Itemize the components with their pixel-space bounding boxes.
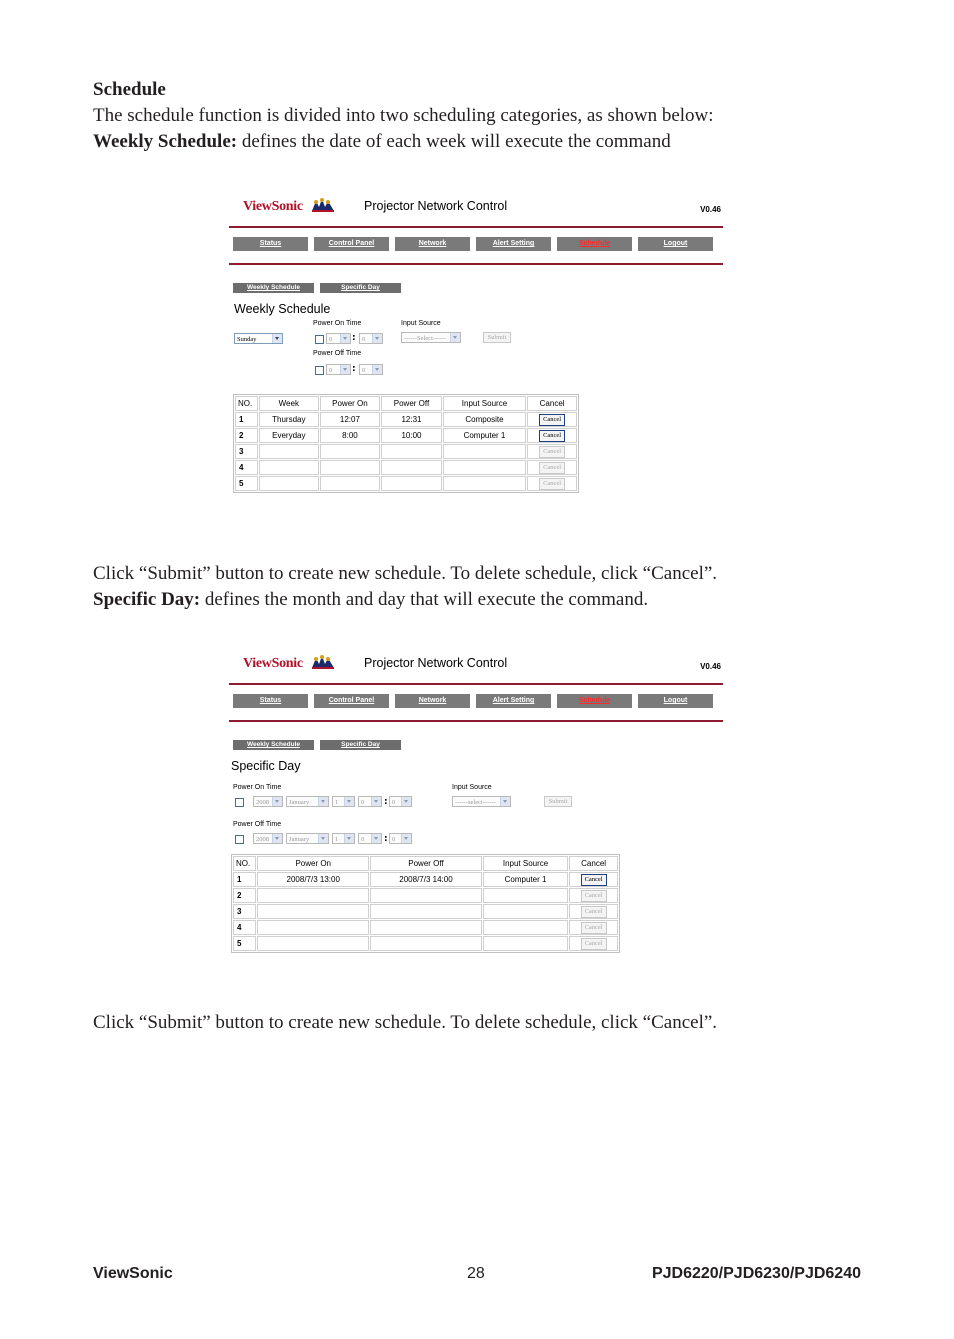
chevron-down-icon bbox=[272, 797, 282, 806]
schedule-subtabs bbox=[233, 283, 401, 293]
table-row bbox=[235, 412, 577, 427]
row-cancel-cell bbox=[569, 936, 618, 951]
row-cancel-cell bbox=[527, 476, 577, 491]
nav-rule bbox=[229, 263, 723, 265]
power-on-hour-select[interactable] bbox=[326, 333, 351, 344]
power-off-hour-value: 0 bbox=[329, 367, 333, 374]
row-power-off: 2008/7/3 14:00 bbox=[370, 872, 482, 887]
table-row bbox=[235, 460, 577, 475]
cancel-button[interactable]: Cancel bbox=[581, 922, 607, 934]
input-source-select[interactable] bbox=[452, 796, 511, 807]
schedule-subtabs bbox=[233, 740, 401, 750]
row-no: 4 bbox=[233, 920, 256, 935]
specific-day-screenshot bbox=[229, 652, 727, 960]
section-heading: Schedule bbox=[93, 79, 166, 100]
chevron-down-icon bbox=[272, 834, 282, 843]
row-power-on bbox=[320, 460, 381, 475]
col-power-on: Power On bbox=[320, 396, 381, 411]
table-row bbox=[233, 920, 618, 935]
table-row bbox=[233, 936, 618, 951]
power-off-minute-value: 0 bbox=[392, 836, 396, 843]
row-power-off bbox=[370, 936, 482, 951]
version-label: V0.46 bbox=[700, 205, 721, 214]
row-cancel-cell bbox=[569, 904, 618, 919]
col-power-off: Power Off bbox=[381, 396, 442, 411]
brand-logo: ViewSonic bbox=[243, 199, 303, 214]
weekly-term: Weekly Schedule: bbox=[93, 131, 238, 152]
nav-network[interactable]: Network bbox=[395, 694, 470, 708]
submit-button[interactable]: Submit bbox=[483, 332, 511, 343]
power-off-hour-value: 0 bbox=[361, 836, 365, 843]
time-colon: : bbox=[384, 797, 388, 807]
row-no: 1 bbox=[233, 872, 256, 887]
row-power-off bbox=[381, 476, 442, 491]
power-off-year-value: 2008 bbox=[256, 836, 269, 843]
row-input-source bbox=[483, 904, 568, 919]
header-rule bbox=[229, 226, 723, 228]
nav-status[interactable]: Status bbox=[233, 237, 308, 251]
row-cancel-cell bbox=[569, 872, 618, 887]
power-on-hour-select[interactable] bbox=[358, 796, 382, 807]
power-off-month-value: January bbox=[289, 836, 310, 843]
power-on-minute-value: 0 bbox=[392, 799, 396, 806]
specific-definition bbox=[93, 587, 648, 613]
row-no: 3 bbox=[233, 904, 256, 919]
row-no: 2 bbox=[235, 428, 258, 443]
table-row bbox=[235, 476, 577, 491]
row-no: 2 bbox=[233, 888, 256, 903]
power-on-minute-select[interactable] bbox=[359, 333, 383, 344]
tab-weekly-schedule[interactable]: Weekly Schedule bbox=[233, 740, 314, 750]
chevron-down-icon bbox=[318, 797, 328, 806]
power-off-minute-select[interactable] bbox=[389, 833, 412, 844]
row-power-on: 12:07 bbox=[320, 412, 381, 427]
row-power-off bbox=[370, 904, 482, 919]
table-row bbox=[233, 904, 618, 919]
tab-specific-day[interactable]: Specific Day bbox=[320, 283, 401, 293]
row-week bbox=[259, 444, 319, 459]
nav-alert-setting[interactable]: Alert Setting bbox=[476, 694, 551, 708]
row-input-source bbox=[483, 936, 568, 951]
nav-schedule[interactable]: Schedule bbox=[557, 237, 632, 251]
birds-logo-icon bbox=[311, 197, 335, 213]
row-power-on bbox=[257, 904, 369, 919]
power-on-minute-select[interactable] bbox=[389, 796, 412, 807]
power-off-day-value: 1 bbox=[335, 836, 339, 843]
time-colon: : bbox=[352, 364, 356, 374]
nav-control-panel[interactable]: Control Panel bbox=[314, 694, 389, 708]
version-label: V0.46 bbox=[700, 662, 721, 671]
row-input-source bbox=[443, 476, 526, 491]
row-cancel-cell bbox=[569, 888, 618, 903]
chevron-down-icon bbox=[401, 797, 411, 806]
power-off-month-select[interactable] bbox=[286, 833, 329, 844]
power-on-day-value: 1 bbox=[335, 799, 339, 806]
nav-logout[interactable]: Logout bbox=[638, 237, 713, 251]
footer-models: PJD6220/PJD6230/PJD6240 bbox=[651, 1265, 861, 1282]
cancel-button[interactable]: Cancel bbox=[581, 906, 607, 918]
cancel-button[interactable]: Cancel bbox=[539, 446, 565, 458]
power-on-hour-value: 0 bbox=[329, 336, 333, 343]
row-cancel-cell bbox=[569, 920, 618, 935]
power-on-minute-value: 0 bbox=[362, 336, 366, 343]
col-cancel: Cancel bbox=[527, 396, 577, 411]
power-on-month-value: January bbox=[289, 799, 310, 806]
specific-title: Specific Day bbox=[231, 759, 301, 773]
day-select[interactable] bbox=[234, 333, 283, 344]
col-no: NO. bbox=[235, 396, 258, 411]
submit-note-2: Click “Submit” button to create new schedule. To delete schedule, click “Cancel”. bbox=[93, 1012, 718, 1033]
nav-logout[interactable]: Logout bbox=[638, 694, 713, 708]
cancel-button[interactable]: Cancel bbox=[539, 478, 565, 490]
row-cancel-cell bbox=[527, 460, 577, 475]
row-no: 5 bbox=[233, 936, 256, 951]
weekly-schedule-screenshot bbox=[229, 195, 727, 500]
header-rule bbox=[229, 683, 723, 685]
birds-logo-icon bbox=[311, 654, 335, 670]
chevron-down-icon bbox=[371, 834, 381, 843]
power-off-day-select[interactable] bbox=[332, 833, 355, 844]
row-cancel-cell bbox=[527, 444, 577, 459]
power-on-checkbox[interactable] bbox=[315, 335, 324, 344]
power-on-checkbox[interactable] bbox=[235, 798, 244, 807]
brand-logo: ViewSonic bbox=[243, 656, 303, 671]
row-power-off: 10:00 bbox=[381, 428, 442, 443]
chevron-down-icon bbox=[401, 834, 411, 843]
nav-network[interactable]: Network bbox=[395, 237, 470, 251]
power-off-hour-select[interactable] bbox=[358, 833, 382, 844]
specific-term: Specific Day: bbox=[93, 589, 201, 610]
page-number: 28 bbox=[467, 1265, 485, 1282]
row-no: 4 bbox=[235, 460, 258, 475]
input-source-label: Input Source bbox=[401, 320, 441, 327]
cancel-button[interactable]: Cancel bbox=[539, 430, 565, 442]
row-week bbox=[259, 476, 319, 491]
chevron-down-icon bbox=[500, 797, 510, 806]
weekly-schedule-table bbox=[233, 394, 579, 493]
chevron-down-icon bbox=[372, 365, 382, 374]
row-power-off: 12:31 bbox=[381, 412, 442, 427]
table-row bbox=[233, 888, 618, 903]
app-title: Projector Network Control bbox=[364, 656, 508, 670]
chevron-down-icon bbox=[272, 334, 282, 343]
row-input-source bbox=[483, 920, 568, 935]
row-power-on bbox=[320, 444, 381, 459]
chevron-down-icon bbox=[340, 334, 350, 343]
row-power-on bbox=[257, 888, 369, 903]
row-cancel-cell bbox=[527, 412, 577, 427]
chevron-down-icon bbox=[318, 834, 328, 843]
chevron-down-icon bbox=[344, 834, 354, 843]
power-off-checkbox[interactable] bbox=[315, 366, 324, 375]
cancel-button[interactable]: Cancel bbox=[539, 462, 565, 474]
intro-text: The schedule function is divided into two scheduling categories, as shown below: bbox=[93, 105, 714, 126]
row-power-on bbox=[257, 920, 369, 935]
power-on-year-value: 2008 bbox=[256, 799, 269, 806]
nav-schedule[interactable]: Schedule bbox=[557, 694, 632, 708]
chevron-down-icon bbox=[344, 797, 354, 806]
weekly-desc: defines the date of each week will execute the command bbox=[237, 131, 671, 152]
row-power-off bbox=[381, 444, 442, 459]
main-nav bbox=[233, 237, 713, 251]
col-input-source: Input Source bbox=[443, 396, 526, 411]
row-power-on bbox=[320, 476, 381, 491]
cancel-button[interactable]: Cancel bbox=[539, 414, 565, 426]
time-colon: : bbox=[384, 834, 388, 844]
input-source-value: ------select------ bbox=[455, 799, 496, 806]
row-week: Thursday bbox=[259, 412, 319, 427]
row-power-on: 8:00 bbox=[320, 428, 381, 443]
row-week: Everyday bbox=[259, 428, 319, 443]
nav-status[interactable]: Status bbox=[233, 694, 308, 708]
input-source-select[interactable] bbox=[401, 332, 461, 343]
row-power-on bbox=[257, 936, 369, 951]
col-week: Week bbox=[259, 396, 319, 411]
app-title: Projector Network Control bbox=[364, 199, 508, 213]
row-cancel-cell bbox=[527, 428, 577, 443]
col-input-source: Input Source bbox=[483, 856, 568, 871]
power-off-label: Power Off Time bbox=[313, 350, 362, 357]
time-colon: : bbox=[352, 333, 356, 343]
col-cancel: Cancel bbox=[569, 856, 618, 871]
weekly-definition bbox=[93, 129, 671, 155]
power-on-label: Power On Time bbox=[313, 320, 362, 327]
cancel-button[interactable]: Cancel bbox=[581, 938, 607, 950]
row-input-source bbox=[483, 888, 568, 903]
tab-weekly-schedule[interactable]: Weekly Schedule bbox=[233, 283, 314, 293]
power-on-day-select[interactable] bbox=[332, 796, 355, 807]
col-power-off: Power Off bbox=[370, 856, 482, 871]
row-power-off bbox=[370, 888, 482, 903]
cancel-button[interactable]: Cancel bbox=[581, 874, 607, 886]
row-power-off bbox=[370, 920, 482, 935]
day-select-value: Sunday bbox=[237, 336, 257, 343]
chevron-down-icon bbox=[450, 333, 460, 342]
footer-brand: ViewSonic bbox=[93, 1265, 173, 1282]
table-row bbox=[235, 444, 577, 459]
row-input-source bbox=[443, 460, 526, 475]
submit-button[interactable]: Submit bbox=[544, 796, 572, 807]
col-power-on: Power On bbox=[257, 856, 369, 871]
row-power-off bbox=[381, 460, 442, 475]
input-source-value: ------Select------ bbox=[404, 335, 446, 342]
nav-control-panel[interactable]: Control Panel bbox=[314, 237, 389, 251]
row-input-source bbox=[443, 444, 526, 459]
col-no: NO. bbox=[233, 856, 256, 871]
row-input-source: Computer 1 bbox=[483, 872, 568, 887]
power-on-label: Power On Time bbox=[233, 784, 282, 791]
specific-desc: defines the month and day that will execute the command. bbox=[200, 589, 649, 610]
table-header-row bbox=[235, 396, 577, 411]
power-off-hour-select[interactable] bbox=[326, 364, 351, 375]
input-source-label: Input Source bbox=[452, 784, 492, 791]
main-nav bbox=[233, 694, 713, 708]
power-off-minute-select[interactable] bbox=[359, 364, 383, 375]
cancel-button[interactable]: Cancel bbox=[581, 890, 607, 902]
power-off-year-select[interactable] bbox=[253, 833, 283, 844]
row-no: 1 bbox=[235, 412, 258, 427]
row-power-on: 2008/7/3 13:00 bbox=[257, 872, 369, 887]
power-off-checkbox[interactable] bbox=[235, 835, 244, 844]
table-header-row bbox=[233, 856, 618, 871]
chevron-down-icon bbox=[371, 797, 381, 806]
chevron-down-icon bbox=[372, 334, 382, 343]
nav-alert-setting[interactable]: Alert Setting bbox=[476, 237, 551, 251]
submit-note-1: Click “Submit” button to create new schedule. To delete schedule, click “Cancel”. bbox=[93, 563, 718, 584]
power-on-year-select[interactable] bbox=[253, 796, 283, 807]
row-input-source: Composite bbox=[443, 412, 526, 427]
tab-specific-day[interactable]: Specific Day bbox=[320, 740, 401, 750]
chevron-down-icon bbox=[340, 365, 350, 374]
row-no: 3 bbox=[235, 444, 258, 459]
row-input-source: Computer 1 bbox=[443, 428, 526, 443]
table-row bbox=[233, 872, 618, 887]
power-on-month-select[interactable] bbox=[286, 796, 329, 807]
power-off-label: Power Off Time bbox=[233, 821, 282, 828]
row-week bbox=[259, 460, 319, 475]
weekly-title: Weekly Schedule bbox=[234, 302, 331, 316]
nav-rule bbox=[229, 720, 723, 722]
power-on-hour-value: 0 bbox=[361, 799, 365, 806]
power-off-minute-value: 0 bbox=[362, 367, 366, 374]
table-row bbox=[235, 428, 577, 443]
specific-day-table bbox=[231, 854, 620, 953]
row-no: 5 bbox=[235, 476, 258, 491]
